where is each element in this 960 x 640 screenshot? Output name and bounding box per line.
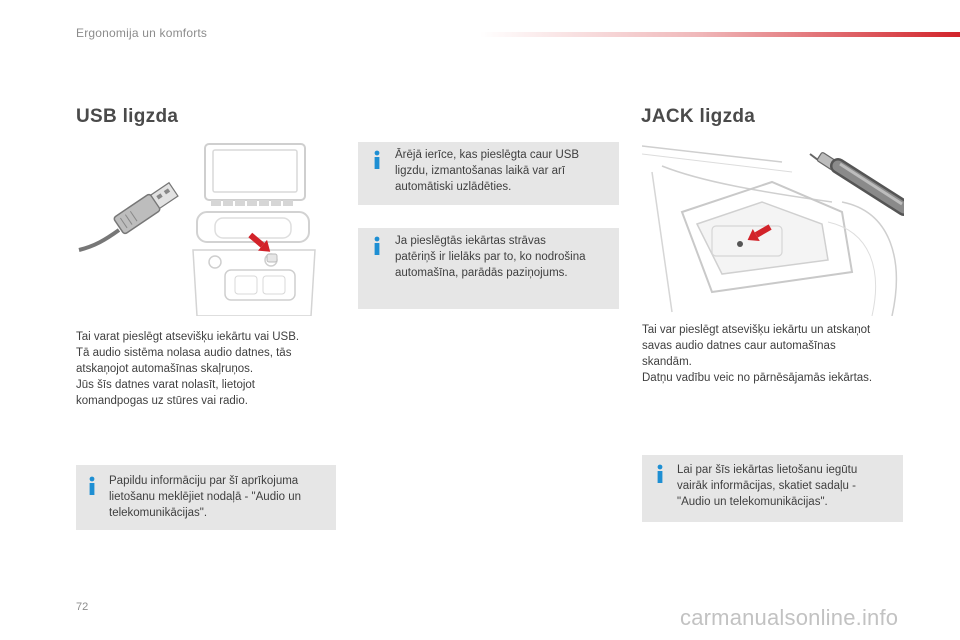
info-line: "Audio un telekomunikācijas".	[677, 496, 828, 508]
page-number: 72	[76, 601, 89, 613]
info-line: ligzdu, izmantošanas laikā var arī	[395, 165, 566, 177]
jack-description	[642, 322, 904, 386]
info-icon	[654, 464, 666, 484]
usb-description-line: Tā audio sistēma nolasa audio datnes, tās	[76, 347, 292, 359]
info-icon	[371, 236, 383, 256]
info-text	[677, 462, 897, 510]
info-line: automātiski uzlādēties.	[395, 181, 512, 193]
info-line: patēriņš ir lielāks par to, ko nodrošina	[395, 251, 586, 263]
info-box-jack-more-info	[642, 455, 903, 522]
info-box-charging	[358, 142, 619, 205]
info-line: vairāk informācijas, skatiet sadaļu -	[677, 480, 856, 492]
usb-illustration	[75, 142, 321, 316]
usb-description-line: komandpogas uz stūres vai radio.	[76, 395, 248, 407]
watermark: carmanualsonline.info	[680, 605, 899, 630]
info-line: Ja pieslēgtās iekārtas strāvas	[395, 235, 546, 247]
jack-description-line: savas audio datnes caur automašīnas	[642, 340, 836, 352]
usb-drawing	[75, 142, 321, 316]
info-line: telekomunikācijas".	[109, 507, 208, 519]
jack-description-line: Datņu vadību veic no pārnēsājamās iekārtas.	[642, 372, 873, 384]
usb-description-line: Tai varat pieslēgt atsevišķu iekārtu vai USB.	[76, 331, 300, 343]
usb-description-line: Jūs šīs datnes varat nolasīt, lietojot	[76, 379, 255, 391]
info-line: lietošanu meklējiet nodaļā - "Audio un	[109, 491, 302, 503]
jack-illustration	[642, 142, 904, 316]
section-title: Ergonomija un komforts	[76, 26, 208, 40]
jack-heading: JACK ligzda	[641, 106, 756, 127]
info-line: automašīna, parādās paziņojums.	[395, 267, 568, 279]
usb-description-line: atskaņojot automašīnas skaļruņos.	[76, 363, 254, 375]
info-line: Papildu informāciju par šī aprīkojuma	[109, 475, 299, 487]
info-box-power-warning	[358, 228, 619, 309]
jack-description-line: skandām.	[642, 356, 692, 368]
header-accent-bar	[480, 32, 960, 37]
usb-description	[76, 329, 326, 409]
info-text	[109, 473, 331, 521]
info-box-usb-more-info	[76, 465, 336, 530]
info-text	[395, 233, 610, 281]
info-text	[395, 147, 610, 195]
info-line: Ārējā ierīce, kas pieslēgta caur USB	[395, 149, 580, 161]
jack-drawing	[642, 142, 904, 316]
jack-description-line: Tai var pieslēgt atsevišķu iekārtu un atskaņot	[642, 324, 871, 336]
usb-heading: USB ligzda	[76, 106, 179, 127]
info-icon	[371, 150, 383, 170]
info-line: Lai par šīs iekārtas lietošanu iegūtu	[677, 464, 858, 476]
info-icon	[86, 476, 98, 496]
